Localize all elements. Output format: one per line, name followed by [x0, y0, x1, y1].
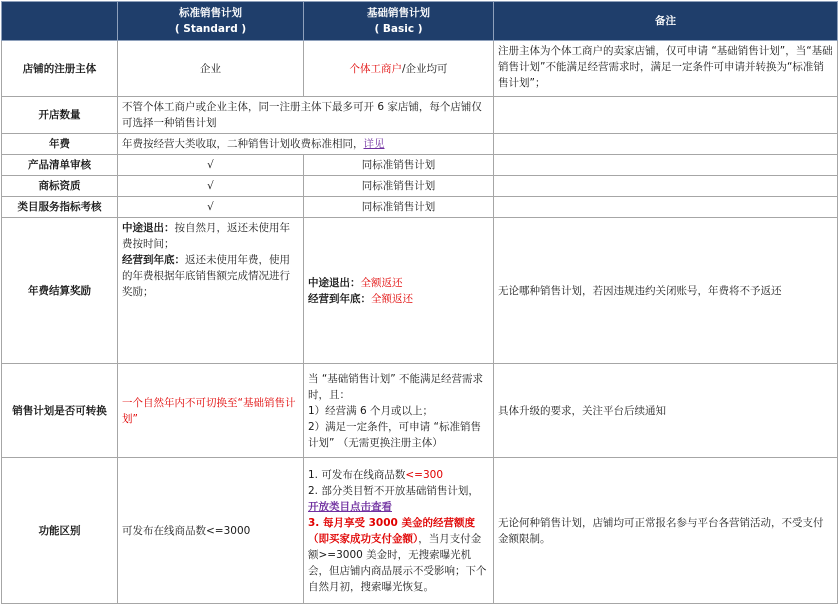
standard-cell: 可发布在线商品数<=3000 — [118, 458, 304, 604]
row-label: 产品清单审核 — [2, 155, 118, 176]
plan-comparison-table — [1, 1, 838, 604]
row-trademark — [2, 176, 838, 197]
midway-exit-label: 中途退出： — [122, 222, 175, 234]
basic-cell — [304, 364, 494, 458]
notes-cell — [494, 176, 838, 197]
row-label: 开店数量 — [2, 97, 118, 134]
row-features — [2, 458, 838, 604]
basic-text: /企业均可 — [401, 62, 448, 75]
header-notes: 备注 — [494, 2, 838, 41]
switch-condition-intro: 当 “基础销售计划” 不能满足经营需求时，且： — [308, 372, 484, 401]
standard-cell — [118, 218, 304, 364]
notes-cell: 具体升级的要求，关注平台后续通知 — [494, 364, 838, 458]
feature-limit: <=300 — [405, 468, 443, 481]
row-category-service — [2, 197, 838, 218]
notes-cell — [494, 155, 838, 176]
year-end-text: 返还未使用年费，使用的年费根据年底销售额完成情况进行奖励； — [122, 254, 290, 298]
notes-cell: 无论何种销售计划，店铺均可正常报名参与平台各营销活动，不受支付金额限制。 — [494, 458, 838, 604]
row-registration — [2, 41, 838, 97]
feature-item-2 — [308, 483, 489, 515]
check-mark: √ — [118, 155, 304, 176]
row-label: 年费结算奖励 — [2, 218, 118, 364]
header-label-cell — [2, 2, 118, 41]
feature-item-3 — [308, 515, 489, 595]
header-standard-title: 标准销售计划 — [179, 7, 242, 19]
notes-cell: 无论哪种销售计划，若因违规违约关闭账号，年费将不予返还 — [494, 218, 838, 364]
header-basic-plan — [304, 2, 494, 41]
notes-cell: 注册主体为个体工商户的卖家店铺，仅可申请 “基础销售计划”，当“基础销售计划”不能满足经营需求时，满足一定条件可申请并转换为“标准销售计划”； — [494, 41, 838, 97]
table-header-row — [2, 2, 838, 41]
feature-item-1 — [308, 467, 489, 483]
notes-cell — [494, 197, 838, 218]
feature-text: ，当月支付金额>=3000 美金时，无搜索曝光机会，但店铺内商品展示不受影响；下个自然月初，搜索曝光恢复。 — [308, 532, 487, 593]
check-mark: √ — [118, 176, 304, 197]
row-label: 商标资质 — [2, 176, 118, 197]
basic-cell: 同标准销售计划 — [304, 155, 494, 176]
row-label: 类目服务指标考核 — [2, 197, 118, 218]
year-end-item — [308, 291, 489, 307]
midway-exit-label: 中途退出： — [308, 276, 361, 289]
open-categories-link[interactable]: 开放类目点击查看 — [308, 500, 392, 513]
standard-cell: 企业 — [118, 41, 304, 97]
year-end-label: 经营到年底： — [122, 254, 185, 266]
row-fee-settlement — [2, 218, 838, 364]
basic-cell — [304, 458, 494, 604]
year-end-text: 全额返还 — [371, 292, 413, 305]
row-label: 店铺的注册主体 — [2, 41, 118, 97]
merged-cell — [118, 134, 494, 155]
midway-exit-text: 全额返还 — [360, 276, 403, 289]
row-annual-fee — [2, 134, 838, 155]
row-label: 功能区别 — [2, 458, 118, 604]
row-label: 年费 — [2, 134, 118, 155]
fee-text: 年费按经营大类收取，二种销售计划收费标准相同， — [122, 138, 364, 150]
row-product-review — [2, 155, 838, 176]
midway-exit-text: 按自然月，返还未使用年费按时间； — [122, 222, 290, 250]
header-basic-subtitle: ( Basic ) — [374, 23, 423, 35]
midway-exit-item — [122, 220, 299, 252]
feature-text: 1. 可发布在线商品数 — [308, 468, 406, 481]
feature-text: 2. 部分类目暂不开放基础销售计划， — [308, 484, 479, 497]
row-label: 销售计划是否可转换 — [2, 364, 118, 458]
midway-exit-item — [308, 275, 489, 291]
standard-cell: 一个自然年内不可切换至“基础销售计划” — [118, 364, 304, 458]
details-link[interactable]: 详见 — [363, 138, 385, 150]
switch-condition-2: 2）满足一定条件，可申请 “标准销售计划” （无需更换注册主体） — [308, 420, 481, 449]
notes-cell — [494, 134, 838, 155]
check-mark: √ — [118, 197, 304, 218]
header-basic-title: 基础销售计划 — [367, 7, 430, 19]
basic-cell: 同标准销售计划 — [304, 176, 494, 197]
basic-highlight: 个体工商户 — [349, 62, 402, 75]
switch-condition-1: 1）经营满 6 个月或以上； — [308, 404, 434, 417]
notes-cell — [494, 97, 838, 134]
header-standard-subtitle: ( Standard ) — [174, 23, 247, 35]
basic-cell — [304, 41, 494, 97]
header-standard-plan — [118, 2, 304, 41]
basic-cell — [304, 218, 494, 364]
row-store-count — [2, 97, 838, 134]
basic-cell: 同标准销售计划 — [304, 197, 494, 218]
row-plan-switch — [2, 364, 838, 458]
feature-highlight: 3. 每月享受 3000 美金的经营额度（即买家成功支付金额） — [308, 516, 475, 545]
year-end-label: 经营到年底： — [308, 292, 371, 305]
year-end-item — [122, 252, 299, 300]
merged-cell: 不管个体工商户或企业主体，同一注册主体下最多可开 6 家店铺，每个店铺仅可选择一种销售计划 — [118, 97, 494, 134]
